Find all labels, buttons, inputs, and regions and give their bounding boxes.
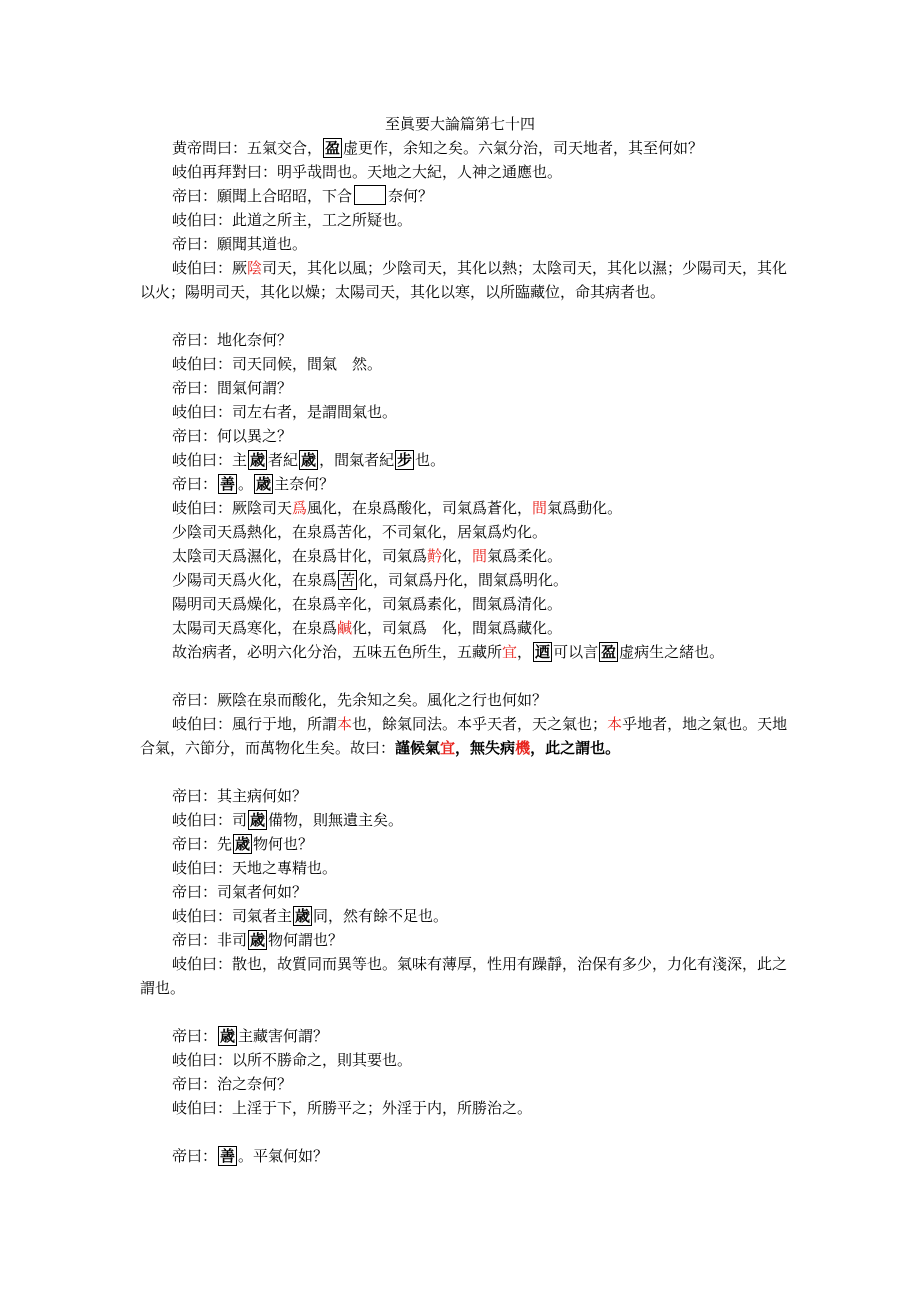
text-line: 故治病者，必明六化分治，五味五色所生，五藏所宜， 迺 可以言 盈 虚病生之緒也。 [172,643,725,661]
text-line: 岐伯曰：司 歳 備物，則無遺主矣。 [172,811,404,829]
text-line: 黄帝問曰：五氣交合， 盈 虚更作，余知之矣。六氣分治，司天地者，其至何如？ [172,139,704,157]
text-line: 帝曰：非司 歳 物何謂也？ [172,931,344,949]
boxed-char: 善 [220,475,236,493]
red-char: 鹹 [337,619,353,637]
boxed-char: 迺 [535,643,551,661]
red-char: 間 [472,547,488,565]
boxed-char: 盈 [325,139,341,157]
boxed-char: 歳 [295,907,311,925]
text-line: 帝曰：地化奈何？ [172,331,293,349]
blank-box [354,185,386,205]
text-line: 帝曰：願聞上合昭昭，下合 奈何？ [172,187,434,205]
red-char: 黅 [427,547,443,565]
text-paragraph: 岐伯曰：厥陰司天，其化以風；少陰司天，其化以熱；太陰司天，其化以濕；少陽司天，其化以火；陽明司天，其化以燥；太陽司天，其化以寒，以所臨藏位，命其病者也。 [140,259,788,301]
text-line: 陽明司天爲燥化，在泉爲辛化，司氣爲素化，間氣爲清化。 [172,595,563,613]
text-line: 帝曰：司氣者何如？ [172,883,308,901]
text-line: 岐伯曰：此道之所主，工之所疑也。 [172,211,413,229]
text-line: 岐伯再拜對曰：明乎哉問也。天地之大紀，人神之通應也。 [172,163,563,181]
red-char: 機 [515,739,531,757]
boxed-char: 歳 [220,1027,236,1045]
text-line: 岐伯曰：司天同候，間氣 然。 [172,355,383,373]
text-line: 少陰司天爲熱化，在泉爲苦化，不司氣化，居氣爲灼化。 [172,523,548,541]
text-line: 岐伯曰：主 歳 者紀 歳 ，間氣者紀 步 也。 [172,451,446,469]
red-char: 宜 [440,739,456,757]
text-line: 帝曰：間氣何謂？ [172,379,293,397]
boxed-char: 善 [220,1147,236,1165]
boxed-char: 步 [397,451,413,469]
boxed-char: 歳 [235,835,251,853]
boxed-char: 歳 [256,475,272,493]
text-paragraph: 岐伯曰：散也，故質同而異等也。氣味有薄厚，性用有躁靜，治保有多少，力化有淺深，此之謂也。 [140,955,788,997]
text-line: 帝曰：其主病何如？ [172,787,308,805]
red-char: 陰 [247,259,263,277]
text-line: 帝曰：願聞其道也。 [172,235,308,253]
text-line: 岐伯曰：司氣者主 歳 同，然有餘不足也。 [172,907,449,925]
text-line: 帝曰： 歳 主藏害何謂？ [172,1027,329,1045]
chapter-title: 至眞要大論篇第七十四 [384,115,535,133]
text-line: 帝曰：先 歳 物何也？ [172,835,314,853]
boxed-char: 歳 [250,811,266,829]
boxed-char: 歳 [250,451,266,469]
red-char: 爲 [292,499,308,517]
red-char: 間 [532,499,548,517]
text-line: 帝曰：治之奈何？ [172,1075,293,1093]
text-line: 岐伯曰：上淫于下，所勝平之；外淫于内，所勝治之。 [172,1099,533,1117]
text-line: 帝曰： 善 。平氣何如？ [172,1147,329,1165]
text-line: 岐伯曰：厥陰司天爲風化，在泉爲酸化，司氣爲蒼化，間氣爲動化。 [172,499,623,517]
text-line: 岐伯曰：以所不勝命之，則其要也。 [172,1051,413,1069]
text-paragraph: 岐伯曰：風行于地，所謂本也，餘氣同法。本乎天者，天之氣也；本乎地者，地之氣也。天地合氣，六節分，而萬物化生矣。故曰：謹候氣宜，無失病機，此之謂也。 [140,715,788,757]
boxed-char: 苦 [340,571,356,589]
boxed-char: 盈 [601,643,617,661]
boxed-char: 歳 [301,451,317,469]
red-char: 本 [607,715,623,733]
text-line: 岐伯曰：天地之專精也。 [172,859,338,877]
boxed-char: 歳 [250,931,266,949]
red-char: 本 [337,715,353,733]
text-line: 少陽司天爲火化，在泉爲 苦 化，司氣爲丹化，間氣爲明化。 [172,571,569,589]
red-char: 宜 [502,643,518,661]
text-line: 帝曰： 善 。 歳 主奈何？ [172,475,335,493]
text-line: 帝曰：何以異之？ [172,427,293,445]
text-line: 太陰司天爲濕化，在泉爲甘化，司氣爲黅化，間氣爲柔化。 [172,547,563,565]
text-line: 帝曰：厥陰在泉而酸化，先余知之矣。風化之行也何如？ [172,691,548,709]
text-line: 太陽司天爲寒化，在泉爲鹹化，司氣爲 化，間氣爲藏化。 [172,619,563,637]
text-line: 岐伯曰：司左右者，是謂間氣也。 [172,403,398,421]
